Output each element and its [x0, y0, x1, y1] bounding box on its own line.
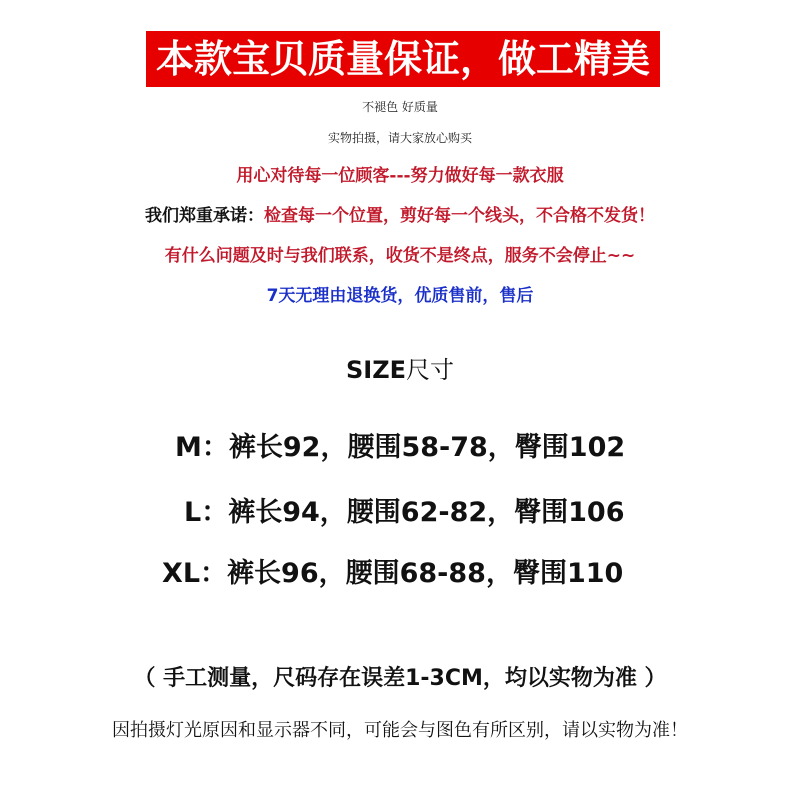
contact-text: 有什么问题及时与我们联系，收货不是终点，服务不会停止~~ [164, 246, 636, 266]
no-fade-text: 不褪色 好质量 [362, 100, 438, 114]
size-label: XL： [162, 558, 228, 589]
size-row-xl [162, 557, 623, 591]
size-row-l [184, 496, 625, 530]
quality-banner: 本款宝贝质量保证，做工精美 [146, 31, 660, 87]
promise-text: 检查每一个位置，剪好每一个线头，不合格不发货！ [264, 206, 655, 226]
promise-line [0, 201, 800, 226]
returns-text: 7天无理由退换货，优质售前，售后 [266, 286, 534, 306]
size-title-zh: 尺寸 [406, 356, 454, 384]
size-title-en: SIZE [345, 356, 406, 384]
size-title [0, 350, 800, 385]
measurement-note: （ 手工测量，尺码存在误差1-3CM，均以实物为准 ） [133, 666, 667, 691]
size-label: L： [184, 497, 229, 528]
color-disclaimer: 因拍摄灯光原因和显示器不同，可能会与图色有所区别，请以实物为准！ [112, 720, 688, 741]
size-row-m [175, 431, 625, 465]
size-spec: 裤长94，腰围62-82，臀围106 [228, 497, 625, 528]
promise-label: 我们郑重承诺： [145, 206, 264, 226]
real-photo-text: 实物拍摄，请大家放心购买 [327, 131, 472, 145]
service-text: 用心对待每一位顾客---努力做好每一款衣服 [236, 166, 564, 186]
size-spec: 裤长92，腰围58-78，臀围102 [228, 432, 626, 463]
size-label: M： [175, 432, 229, 463]
size-spec: 裤长96，腰围68-88，臀围110 [227, 558, 624, 589]
